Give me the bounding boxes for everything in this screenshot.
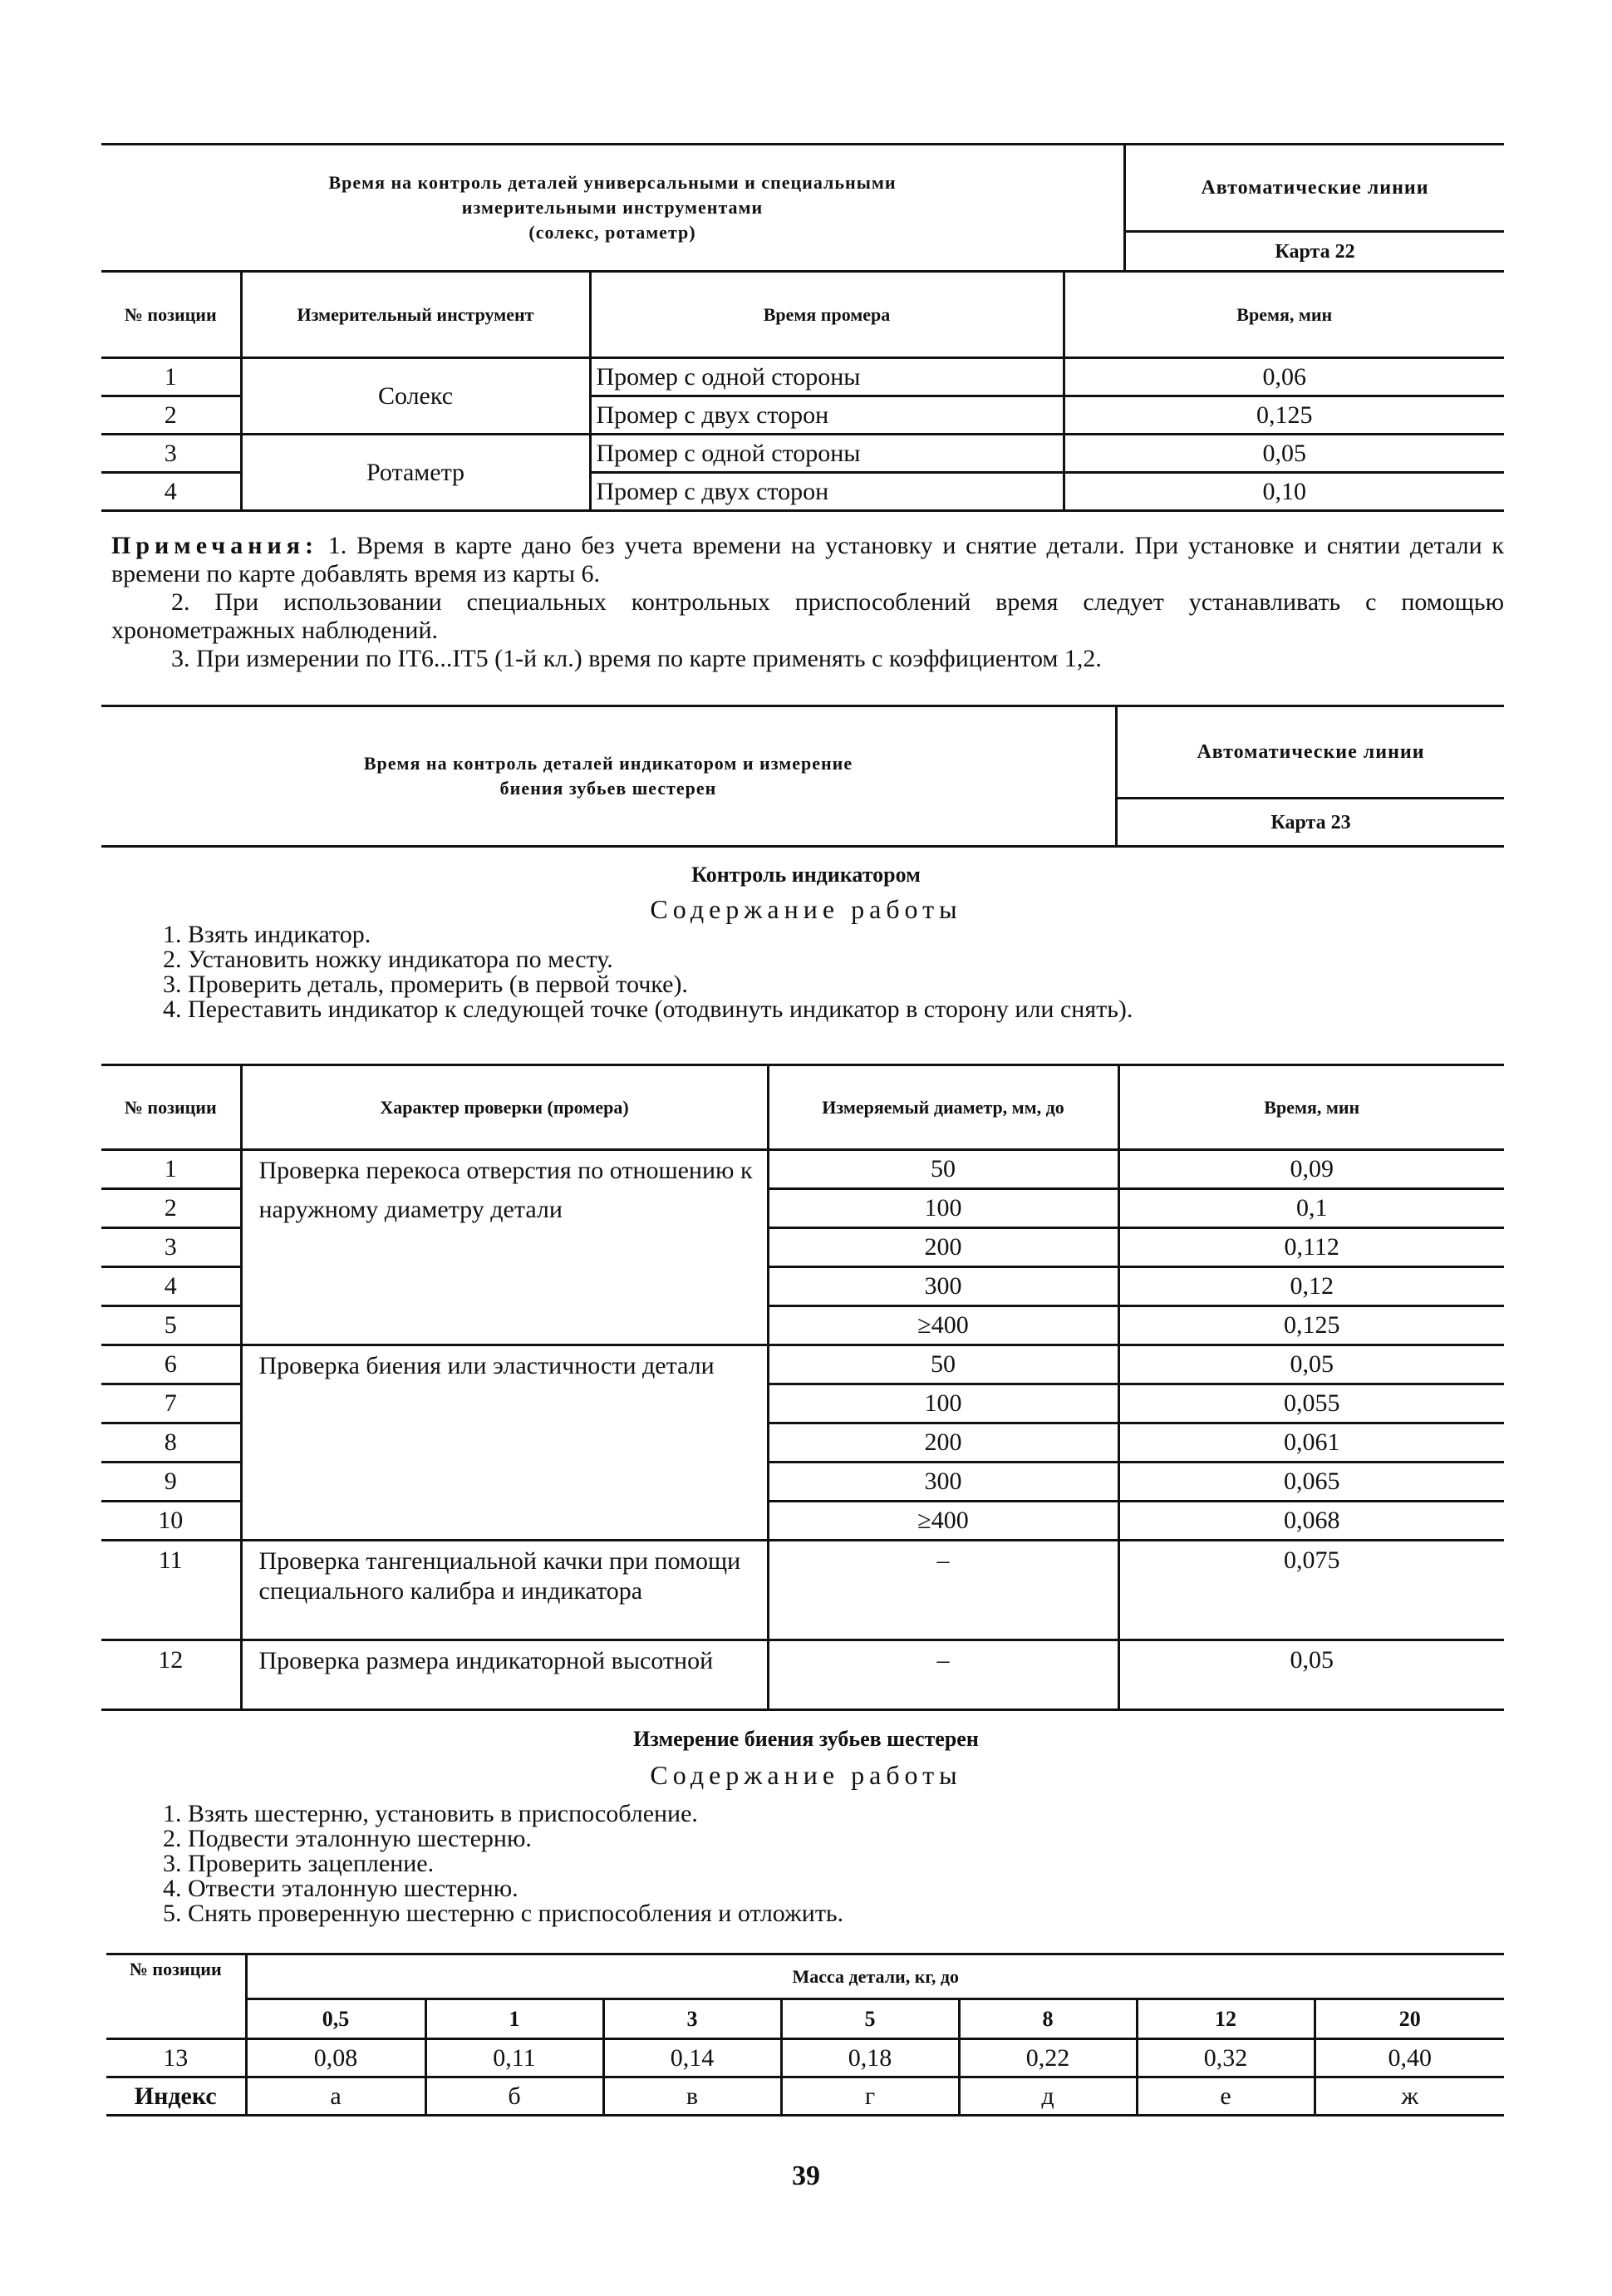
note-1-text: 1. Время в карте дано без учета времени на установку и снятие детали. При установке и снятии детали к времени по карте добавлять время из карты 6. bbox=[111, 532, 1504, 588]
card23-header bbox=[101, 705, 1504, 848]
diameter-cell: 100 bbox=[768, 1384, 1118, 1423]
diameter-cell: 200 bbox=[768, 1423, 1118, 1463]
card23-title bbox=[101, 707, 1118, 845]
card23-card-label: Карта 23 bbox=[1270, 811, 1351, 833]
time-cell: 0,065 bbox=[1118, 1463, 1504, 1502]
pos-cell: 5 bbox=[101, 1306, 241, 1345]
card23-category: Автоматические линии bbox=[1118, 707, 1504, 799]
table-row bbox=[101, 1541, 1504, 1640]
notes-label: Примечания: bbox=[111, 532, 319, 559]
card22-notes bbox=[111, 532, 1504, 673]
note-3: 3. При измерении по IT6...IT5 (1-й кл.) время по карте применять с коэффициентом 1,2. bbox=[171, 645, 1102, 672]
step-item: 1. Взять шестерню, установить в приспособление. bbox=[163, 1800, 698, 1827]
time-cell: 0,125 bbox=[1118, 1306, 1504, 1345]
page-number: 39 bbox=[792, 2161, 820, 2191]
time-cell: 0,11 bbox=[425, 2039, 603, 2077]
step-item: 4. Переставить индикатор к следующей точке (отодвинуть индикатор в сторону или снять). bbox=[163, 996, 1133, 1023]
card23-indicator-table bbox=[101, 1064, 1504, 1711]
step-item: 2. Установить ножку индикатора по месту. bbox=[163, 946, 613, 973]
time-cell: 0,06 bbox=[1064, 358, 1504, 396]
time-cell: 0,112 bbox=[1118, 1228, 1504, 1267]
pos-cell: 4 bbox=[101, 1267, 241, 1306]
card22-category: Автоматические линии bbox=[1126, 145, 1504, 233]
table-row bbox=[101, 1150, 1504, 1189]
diameter-cell: 50 bbox=[768, 1150, 1118, 1189]
index-cell: е bbox=[1137, 2077, 1315, 2116]
table-row bbox=[101, 358, 1504, 396]
card22-header bbox=[101, 143, 1504, 273]
index-cell: д bbox=[959, 2077, 1137, 2116]
mass-cell: 12 bbox=[1137, 1999, 1315, 2039]
mass-cell: 8 bbox=[959, 1999, 1137, 2039]
time-cell: 0,061 bbox=[1118, 1423, 1504, 1463]
time-cell: 0,068 bbox=[1118, 1502, 1504, 1541]
pos-cell: 8 bbox=[101, 1423, 241, 1463]
card23-title-line: биения зубьев шестерен bbox=[499, 778, 717, 799]
pos-cell: 11 bbox=[101, 1541, 241, 1640]
measure-cell: Промер с двух сторон bbox=[590, 473, 1064, 511]
index-label: Индекс bbox=[106, 2077, 246, 2116]
section2-title: Измерение биения зубьев шестерен bbox=[633, 1727, 979, 1751]
card22-title bbox=[101, 145, 1126, 270]
card22-title-line: (солекс, ротаметр) bbox=[528, 222, 696, 243]
col-header: Измерительный инструмент bbox=[241, 272, 590, 358]
index-cell: а bbox=[246, 2077, 425, 2116]
col-header: № позиции bbox=[101, 1065, 241, 1150]
card22-header-right bbox=[1126, 145, 1504, 270]
time-cell: 0,05 bbox=[1064, 435, 1504, 473]
section1-steps bbox=[163, 922, 1133, 1022]
mass-header: Масса детали, кг, до bbox=[246, 1954, 1504, 1999]
diameter-cell: 200 bbox=[768, 1228, 1118, 1267]
check-cell: Проверка размера индикаторной высотной bbox=[241, 1640, 768, 1710]
diameter-cell: – bbox=[768, 1640, 1118, 1710]
section2-subtitle: Содержание работы bbox=[650, 1760, 962, 1790]
pos-cell: 6 bbox=[101, 1345, 241, 1384]
diameter-cell: 300 bbox=[768, 1267, 1118, 1306]
index-row bbox=[106, 2077, 1504, 2116]
card22-title-line: Время на контроль деталей универсальными и специальными bbox=[328, 172, 897, 193]
pos-cell: 12 bbox=[101, 1640, 241, 1710]
time-cell: 0,08 bbox=[246, 2039, 425, 2077]
diameter-cell: 100 bbox=[768, 1189, 1118, 1228]
table-row bbox=[101, 1640, 1504, 1710]
instrument-cell: Солекс bbox=[241, 358, 590, 435]
note-2: 2. При использовании специальных контрольных приспособлений время следует устанавливать с помощью хронометражных наблюдений. bbox=[111, 588, 1504, 644]
measure-cell: Промер с двух сторон bbox=[590, 396, 1064, 435]
time-cell: 0,05 bbox=[1118, 1640, 1504, 1710]
pos-cell: 2 bbox=[101, 1189, 241, 1228]
measure-cell: Промер с одной стороны bbox=[590, 358, 1064, 396]
mass-cell: 0,5 bbox=[246, 1999, 425, 2039]
time-cell: 0,18 bbox=[781, 2039, 959, 2077]
card23-header-right bbox=[1118, 707, 1504, 845]
time-cell: 0,14 bbox=[603, 2039, 781, 2077]
diameter-cell: 300 bbox=[768, 1463, 1118, 1502]
check-cell: Проверка тангенциальной качки при помощи специального калибра и индикатора bbox=[241, 1541, 768, 1640]
col-header: Время, мин bbox=[1064, 272, 1504, 358]
step-item: 4. Отвести эталонную шестерню. bbox=[163, 1875, 518, 1902]
mass-cell: 1 bbox=[425, 1999, 603, 2039]
table-row bbox=[101, 435, 1504, 473]
index-cell: в bbox=[603, 2077, 781, 2116]
col-header: Время, мин bbox=[1118, 1065, 1504, 1150]
instrument-cell: Ротаметр bbox=[241, 435, 590, 511]
pos-cell: 3 bbox=[101, 1228, 241, 1267]
pos-cell: 1 bbox=[101, 1150, 241, 1189]
time-cell: 0,12 bbox=[1118, 1267, 1504, 1306]
table-header-row bbox=[106, 1954, 1504, 1999]
pos-cell: 13 bbox=[106, 2039, 246, 2077]
col-header: Время промера bbox=[590, 272, 1064, 358]
table-row bbox=[106, 2039, 1504, 2077]
col-header: Характер проверки (промера) bbox=[241, 1065, 768, 1150]
table-header-row bbox=[101, 272, 1504, 358]
time-cell: 0,055 bbox=[1118, 1384, 1504, 1423]
mass-cell: 20 bbox=[1315, 1999, 1504, 2039]
card22-table bbox=[101, 270, 1504, 512]
table-row bbox=[101, 1345, 1504, 1384]
col-header: Измеряемый диаметр, мм, до bbox=[768, 1065, 1118, 1150]
section2-steps bbox=[163, 1802, 843, 1926]
section1-subtitle: Содержание работы bbox=[650, 894, 962, 924]
step-item: 5. Снять проверенную шестерню с приспособления и отложить. bbox=[163, 1900, 844, 1927]
pos-cell: 10 bbox=[101, 1502, 241, 1541]
diameter-cell: 50 bbox=[768, 1345, 1118, 1384]
step-item: 1. Взять индикатор. bbox=[163, 921, 371, 948]
step-item: 3. Проверить деталь, промерить (в первой точке). bbox=[163, 971, 688, 998]
col-header: № позиции bbox=[106, 1954, 246, 2039]
table-header-row bbox=[101, 1065, 1504, 1150]
time-cell: 0,32 bbox=[1137, 2039, 1315, 2077]
card23-title-line: Время на контроль деталей индикатором и измерение bbox=[363, 753, 853, 774]
pos-cell: 7 bbox=[101, 1384, 241, 1423]
pos-cell: 3 bbox=[101, 435, 241, 473]
diameter-cell: – bbox=[768, 1541, 1118, 1640]
time-cell: 0,05 bbox=[1118, 1345, 1504, 1384]
mass-cell: 3 bbox=[603, 1999, 781, 2039]
measure-cell: Промер с одной стороны bbox=[590, 435, 1064, 473]
mass-values-row bbox=[106, 1999, 1504, 2039]
time-cell: 0,09 bbox=[1118, 1150, 1504, 1189]
time-cell: 0,125 bbox=[1064, 396, 1504, 435]
check-cell: Проверка перекоса отверстия по отношению к наружному диаметру детали bbox=[241, 1150, 768, 1345]
index-cell: г bbox=[781, 2077, 959, 2116]
card22-title-line: измерительными инструментами bbox=[461, 197, 764, 218]
card23-gear-table bbox=[106, 1953, 1504, 2117]
step-item: 3. Проверить зацепление. bbox=[163, 1850, 435, 1877]
index-cell: б bbox=[425, 2077, 603, 2116]
time-cell: 0,22 bbox=[959, 2039, 1137, 2077]
note-1 bbox=[111, 532, 1504, 588]
check-cell: Проверка биения или эластичности детали bbox=[241, 1345, 768, 1541]
time-cell: 0,10 bbox=[1064, 473, 1504, 511]
time-cell: 0,1 bbox=[1118, 1189, 1504, 1228]
step-item: 2. Подвести эталонную шестерню. bbox=[163, 1825, 532, 1852]
pos-cell: 9 bbox=[101, 1463, 241, 1502]
mass-cell: 5 bbox=[781, 1999, 959, 2039]
pos-cell: 4 bbox=[101, 473, 241, 511]
time-cell: 0,075 bbox=[1118, 1541, 1504, 1640]
index-cell: ж bbox=[1315, 2077, 1504, 2116]
col-header: № позиции bbox=[101, 272, 241, 358]
section1-title: Контроль индикатором bbox=[691, 863, 921, 887]
diameter-cell: ≥400 bbox=[768, 1502, 1118, 1541]
pos-cell: 1 bbox=[101, 358, 241, 396]
time-cell: 0,40 bbox=[1315, 2039, 1504, 2077]
diameter-cell: ≥400 bbox=[768, 1306, 1118, 1345]
card22-card-label: Карта 22 bbox=[1275, 240, 1355, 263]
pos-cell: 2 bbox=[101, 396, 241, 435]
